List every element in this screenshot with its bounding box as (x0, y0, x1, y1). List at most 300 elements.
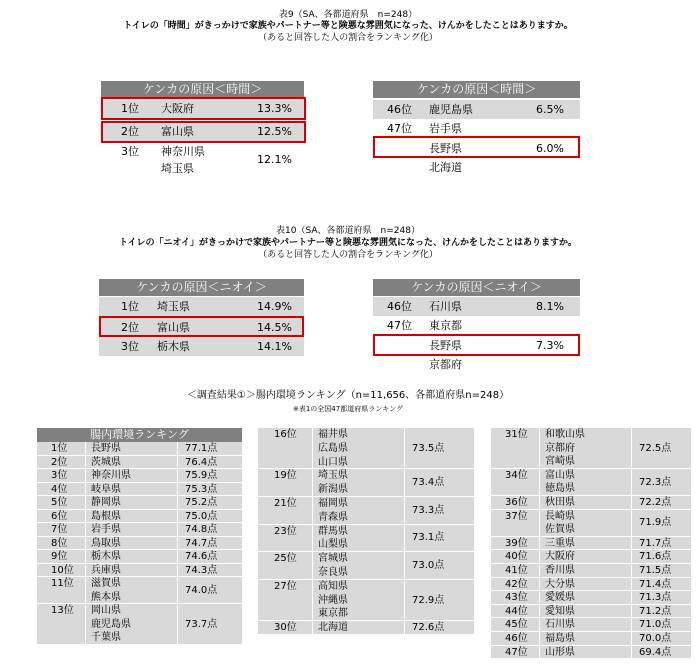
prefecture-cell: 鹿児島県 (429, 103, 473, 116)
column-divider (404, 621, 405, 634)
column-divider (404, 469, 405, 496)
prefecture-cell (545, 496, 575, 510)
rank-cell: 7位 (51, 524, 68, 535)
rank-cell: 45位 (505, 619, 528, 631)
column-divider (177, 442, 178, 455)
rank-cell: 23位 (274, 525, 297, 537)
score-cell: 71.4点 (639, 578, 672, 590)
prefecture-cell (318, 428, 348, 469)
prefecture-name: 山梨県 (318, 539, 348, 551)
prefecture-cell: 埼玉県 (161, 162, 194, 175)
prefecture-name: 奈良県 (318, 566, 348, 578)
column-divider (177, 564, 178, 577)
rank-cell: 3位 (121, 145, 139, 158)
column-divider (177, 496, 178, 509)
prefecture-cell (545, 591, 575, 605)
table-row (37, 442, 242, 456)
rank-cell: 2位 (121, 321, 139, 334)
prefecture-name: 島根県 (91, 510, 121, 522)
prefecture-name: 岩手県 (91, 524, 121, 535)
value-cell: 14.5% (257, 321, 292, 334)
column-divider (312, 469, 313, 496)
gut-ranking-column-2 (258, 428, 474, 648)
prefecture-name: 京都府 (545, 442, 575, 454)
score-cell: 75.0点 (185, 510, 218, 522)
column-divider (85, 442, 86, 455)
column-divider (404, 580, 405, 620)
column-divider (539, 469, 540, 495)
score-cell: 69.4点 (639, 646, 672, 658)
gut-ranking-column-3 (491, 428, 691, 666)
prefecture-cell (318, 497, 348, 525)
table9-caption: 表9（SA、各都道府県 n=248） (278, 10, 418, 20)
table9-question: トイレの「時間」がきっかけで家族やパートナー等と険悪な雰囲気になった、けんかをしたことはありますか。 (123, 21, 573, 31)
prefecture-cell (545, 537, 575, 551)
value-cell: 12.5% (257, 125, 292, 138)
score-cell: 72.3点 (639, 476, 672, 488)
table-row (491, 550, 691, 564)
table-row (373, 316, 580, 372)
odor-top-table-title: ケンカの原因＜ニオイ＞ (99, 279, 304, 296)
gut-ranking-title: 腸内環境ランキング (37, 428, 242, 442)
prefecture-name: 埼玉県 (318, 470, 348, 482)
score-cell: 75.2点 (185, 497, 218, 508)
rank-cell: 2位 (121, 125, 139, 138)
table-row (99, 318, 304, 337)
gut-ranking-column-1 (37, 428, 242, 658)
rank-cell: 46位 (387, 103, 412, 116)
table-row (491, 537, 691, 551)
value-cell: 14.9% (257, 300, 292, 313)
rank-cell: 21位 (274, 498, 297, 509)
score-cell: 77.1点 (185, 443, 218, 454)
prefecture-name: 栃木県 (91, 551, 121, 562)
column-divider (85, 550, 86, 563)
prefecture-name: 和歌山県 (545, 429, 585, 440)
value-cell: 12.1% (257, 153, 292, 166)
value-cell: 6.0% (536, 142, 564, 155)
prefecture-name: 愛媛県 (545, 592, 575, 604)
rank-cell: 47位 (387, 319, 412, 332)
table-row (258, 497, 474, 525)
time-bottom-table-title: ケンカの原因＜時間＞ (373, 81, 580, 98)
prefecture-name: 大阪府 (545, 551, 575, 563)
prefecture-cell (91, 604, 131, 645)
rank-cell: 10位 (51, 564, 74, 576)
score-cell: 71.5点 (639, 565, 672, 576)
score-cell: 71.9点 (639, 517, 672, 529)
prefecture-name: 鹿児島県 (91, 618, 131, 630)
rank-cell: 1位 (121, 300, 139, 313)
rank-cell: 1位 (121, 102, 139, 115)
time-top-ranking-table (101, 81, 304, 176)
prefecture-cell (91, 456, 121, 470)
column-divider (539, 564, 540, 577)
table-row (491, 428, 691, 469)
table10-note: （あると回答した人の割合をランキング化） (258, 250, 438, 260)
column-divider (177, 510, 178, 523)
prefecture-cell (91, 523, 121, 537)
column-divider (539, 510, 540, 536)
column-divider (631, 564, 632, 577)
prefecture-cell (91, 564, 121, 578)
column-divider (631, 646, 632, 659)
time-bottom-ranking-table (373, 81, 580, 176)
prefecture-cell: 京都府 (429, 358, 462, 371)
column-divider (631, 510, 632, 536)
table10-caption: 表10（SA、各都道府県 n=248） (276, 226, 420, 236)
rank-cell: 4位 (51, 483, 68, 495)
column-divider (85, 496, 86, 509)
rank-cell: 19位 (274, 470, 297, 482)
column-divider (85, 469, 86, 482)
prefecture-name: 長崎県 (545, 510, 575, 522)
rank-cell: 34位 (505, 469, 528, 481)
prefecture-name: 北海道 (318, 622, 348, 634)
prefecture-cell (318, 580, 348, 621)
column-divider (177, 550, 178, 563)
prefecture-name: 鳥取県 (91, 537, 121, 549)
score-cell: 73.7点 (185, 618, 218, 630)
column-divider (631, 537, 632, 550)
table10-question: トイレの「ニオイ」がきっかけで家族やパートナー等と険悪な雰囲気になった、けんかをしたことはありますか。 (118, 238, 578, 248)
prefecture-name: 熊本県 (91, 591, 121, 603)
value-cell: 14.1% (257, 340, 292, 353)
table-row (101, 142, 304, 178)
table-row (491, 605, 691, 619)
table-row (101, 122, 304, 142)
prefecture-name: 滋賀県 (91, 578, 121, 589)
table-row (491, 578, 691, 592)
column-divider (177, 483, 178, 496)
prefecture-cell (91, 442, 121, 456)
column-divider (539, 605, 540, 618)
prefecture-cell (545, 605, 575, 619)
column-divider (177, 577, 178, 603)
rank-cell: 6位 (51, 510, 68, 522)
score-cell: 74.0点 (185, 584, 218, 596)
odor-bottom-ranking-table (373, 279, 580, 371)
rank-cell: 36位 (505, 497, 528, 508)
prefecture-cell: 埼玉県 (157, 300, 190, 313)
score-cell: 75.9点 (185, 470, 218, 481)
prefecture-cell (545, 646, 575, 660)
rank-cell: 27位 (274, 580, 297, 592)
column-divider (85, 564, 86, 577)
table-row (258, 621, 474, 635)
prefecture-name: 岐阜県 (91, 483, 121, 495)
table-row (37, 510, 242, 524)
table-row (101, 98, 304, 119)
score-cell: 72.2点 (639, 497, 672, 508)
table-row (37, 496, 242, 510)
column-divider (539, 428, 540, 468)
column-divider (631, 469, 632, 495)
prefecture-cell: 長野県 (429, 142, 462, 155)
prefecture-cell (545, 564, 575, 578)
column-divider (404, 552, 405, 579)
column-divider (539, 646, 540, 659)
score-cell: 75.3点 (185, 483, 218, 495)
prefecture-cell (91, 537, 121, 551)
column-divider (631, 496, 632, 509)
prefecture-name: 福井県 (318, 429, 348, 440)
column-divider (404, 525, 405, 552)
table-row (258, 525, 474, 553)
column-divider (404, 428, 405, 468)
value-cell: 6.5% (536, 103, 564, 116)
column-divider (312, 497, 313, 524)
rank-cell: 30位 (274, 622, 297, 634)
survey-result-note: ※表1の全国47都道府県ランキング (292, 405, 404, 413)
prefecture-cell: 神奈川県 (161, 145, 205, 158)
table-row (491, 496, 691, 510)
prefecture-cell: 栃木県 (157, 340, 190, 353)
prefecture-name: 福岡県 (318, 498, 348, 509)
score-cell: 71.7点 (639, 537, 672, 549)
table-row (99, 337, 304, 356)
rank-cell: 8位 (51, 537, 68, 549)
score-cell: 73.4点 (412, 477, 445, 489)
prefecture-name: 香川県 (545, 565, 575, 576)
table-row (37, 564, 242, 578)
score-cell: 74.8点 (185, 524, 218, 535)
table-row (37, 577, 242, 604)
column-divider (85, 483, 86, 496)
table-row (258, 580, 474, 621)
column-divider (631, 578, 632, 591)
column-divider (539, 550, 540, 563)
rank-cell: 47位 (387, 122, 412, 135)
score-cell: 71.6点 (639, 551, 672, 563)
prefecture-cell (545, 550, 575, 564)
rank-cell: 9位 (51, 551, 68, 562)
score-cell: 76.4点 (185, 456, 218, 468)
prefecture-name: 宮崎県 (545, 456, 575, 468)
column-divider (631, 618, 632, 631)
rank-cell: 16位 (274, 429, 297, 440)
column-divider (539, 591, 540, 604)
prefecture-name: 新潟県 (318, 484, 348, 496)
prefecture-cell (545, 510, 575, 537)
column-divider (312, 428, 313, 468)
odor-bottom-table-title: ケンカの原因＜ニオイ＞ (373, 279, 580, 296)
prefecture-cell (545, 578, 575, 592)
column-divider (177, 604, 178, 644)
prefecture-cell (545, 618, 575, 632)
prefecture-cell: 長野県 (429, 339, 462, 352)
column-divider (85, 577, 86, 603)
rank-cell: 25位 (274, 553, 297, 565)
prefecture-cell (318, 552, 348, 580)
prefecture-cell (545, 632, 575, 646)
column-divider (404, 497, 405, 524)
column-divider (631, 428, 632, 468)
column-divider (312, 621, 313, 634)
rank-cell: 2位 (51, 456, 68, 468)
prefecture-name: 石川県 (545, 619, 575, 631)
table-row (373, 119, 580, 175)
prefecture-name: 宮城県 (318, 553, 348, 565)
prefecture-name: 三重県 (545, 537, 575, 549)
table-row (491, 618, 691, 632)
column-divider (539, 578, 540, 591)
rank-cell: 3位 (51, 470, 68, 481)
score-cell: 73.3点 (412, 504, 445, 516)
prefecture-name: 長野県 (91, 443, 121, 454)
prefecture-name: 群馬県 (318, 525, 348, 537)
column-divider (177, 523, 178, 536)
odor-top-ranking-table (99, 279, 304, 355)
column-divider (312, 552, 313, 579)
prefecture-cell: 大阪府 (161, 102, 194, 115)
column-divider (539, 632, 540, 645)
table-row (99, 297, 304, 316)
score-cell: 73.5点 (412, 442, 445, 454)
prefecture-name: 愛知県 (545, 605, 575, 617)
rank-cell: 5位 (51, 497, 68, 508)
prefecture-name: 福島県 (545, 633, 575, 644)
score-cell: 72.6点 (412, 622, 445, 634)
rank-cell: 44位 (505, 605, 528, 617)
column-divider (85, 523, 86, 536)
value-cell: 7.3% (536, 339, 564, 352)
column-divider (177, 469, 178, 482)
prefecture-cell (91, 483, 121, 497)
prefecture-name: 広島県 (318, 442, 348, 454)
rank-cell: 3位 (121, 340, 139, 353)
prefecture-name: 秋田県 (545, 497, 575, 508)
table-row (37, 523, 242, 537)
table-row (491, 646, 691, 660)
prefecture-cell (318, 525, 348, 553)
column-divider (177, 456, 178, 469)
score-cell: 70.0点 (639, 633, 672, 644)
survey-result-caption: ＜調査結果①＞腸内環境ランキング（n=11,656、各都道府県n=248） (186, 390, 510, 401)
score-cell: 72.5点 (639, 442, 672, 454)
prefecture-name: 高知県 (318, 580, 348, 592)
table9-note: （あると回答した人の割合をランキング化） (258, 33, 438, 43)
table-row (37, 537, 242, 551)
rank-cell: 1位 (51, 443, 68, 454)
prefecture-cell (91, 510, 121, 524)
prefecture-cell (91, 469, 131, 483)
prefecture-cell (318, 621, 348, 635)
column-divider (539, 496, 540, 509)
table-row (491, 591, 691, 605)
prefecture-name: 佐賀県 (545, 524, 575, 536)
prefecture-cell: 富山県 (157, 321, 190, 334)
column-divider (85, 456, 86, 469)
score-cell: 71.2点 (639, 605, 672, 617)
column-divider (85, 510, 86, 523)
prefecture-name: 兵庫県 (91, 564, 121, 576)
table-row (258, 552, 474, 580)
rank-cell: 11位 (51, 578, 74, 589)
prefecture-name: 徳島県 (545, 483, 575, 495)
prefecture-name: 岡山県 (91, 605, 121, 616)
column-divider (85, 604, 86, 644)
column-divider (312, 580, 313, 620)
table-row (491, 510, 691, 537)
prefecture-cell (545, 469, 575, 496)
table-row (491, 564, 691, 578)
rank-cell: 46位 (387, 300, 412, 313)
rank-cell: 41位 (505, 565, 528, 576)
table-row (37, 469, 242, 483)
table-row (258, 428, 474, 469)
score-cell: 71.3点 (639, 592, 672, 604)
table-row (37, 483, 242, 497)
column-divider (539, 618, 540, 631)
prefecture-cell (318, 469, 348, 497)
table-row (37, 456, 242, 470)
prefecture-cell: 北海道 (429, 161, 462, 174)
prefecture-name: 神奈川県 (91, 470, 131, 481)
table-row (373, 100, 580, 119)
score-cell: 73.0点 (412, 560, 445, 572)
prefecture-name: 富山県 (545, 469, 575, 481)
prefecture-name: 青森県 (318, 511, 348, 523)
rank-cell: 37位 (505, 510, 528, 522)
rank-cell: 40位 (505, 551, 528, 563)
table-row (37, 604, 242, 645)
prefecture-cell (545, 428, 585, 469)
rank-cell: 47位 (505, 646, 528, 658)
rank-cell: 31位 (505, 429, 528, 440)
prefecture-name: 山形県 (545, 646, 575, 658)
column-divider (631, 591, 632, 604)
prefecture-name: 茨城県 (91, 456, 121, 468)
column-divider (631, 632, 632, 645)
prefecture-cell (91, 577, 121, 604)
score-cell: 73.1点 (412, 532, 445, 544)
value-cell: 13.3% (257, 102, 292, 115)
score-cell: 72.9点 (412, 594, 445, 606)
prefecture-cell: 岩手県 (429, 122, 462, 135)
rank-cell: 46位 (505, 633, 528, 644)
score-cell: 74.6点 (185, 551, 218, 562)
prefecture-cell: 富山県 (161, 125, 194, 138)
column-divider (312, 525, 313, 552)
prefecture-cell (91, 496, 121, 510)
rank-cell: 43位 (505, 592, 528, 604)
score-cell: 74.3点 (185, 564, 218, 576)
column-divider (631, 605, 632, 618)
prefecture-name: 大分県 (545, 578, 575, 590)
time-top-table-title: ケンカの原因＜時間＞ (101, 81, 304, 98)
table-row (258, 469, 474, 497)
prefecture-cell: 石川県 (429, 300, 462, 313)
column-divider (539, 537, 540, 550)
table-row (373, 297, 580, 316)
prefecture-name: 千葉県 (91, 632, 121, 643)
table-row (491, 469, 691, 496)
prefecture-cell (91, 550, 121, 564)
table-row (491, 632, 691, 646)
column-divider (85, 537, 86, 550)
prefecture-cell: 東京都 (429, 319, 462, 332)
value-cell: 8.1% (536, 300, 564, 313)
rank-cell: 42位 (505, 578, 528, 590)
table-row (37, 550, 242, 564)
column-divider (177, 537, 178, 550)
prefecture-name: 静岡県 (91, 497, 121, 508)
column-divider (631, 550, 632, 563)
score-cell: 74.7点 (185, 537, 218, 549)
prefecture-name: 東京都 (318, 608, 348, 620)
rank-cell: 39位 (505, 537, 528, 549)
